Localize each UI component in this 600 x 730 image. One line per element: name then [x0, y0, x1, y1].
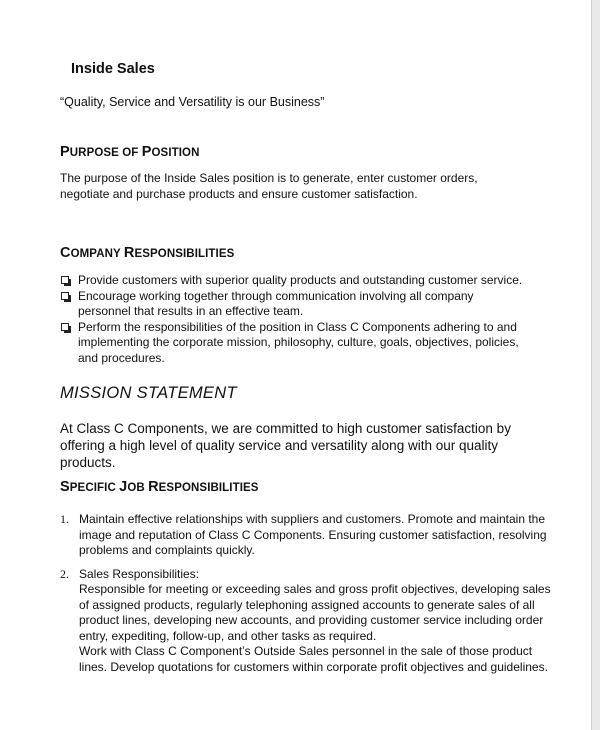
- specific-responsibilities-list: [60, 512, 554, 683]
- list-item-number: 1.: [60, 512, 69, 526]
- mission-text: At Class C Components, we are committed to high customer satisfaction by offering a high level of quality service and versatility along with our quality products.: [60, 421, 511, 470]
- list-item: [60, 320, 528, 367]
- list-item: [60, 512, 554, 559]
- specific-heading-rest-1: PECIFIC: [69, 482, 120, 494]
- document-title: Inside Sales: [71, 61, 155, 77]
- list-item-subheading: Sales Responsibilities:: [79, 566, 200, 581]
- specific-heading-cap-2: J: [119, 479, 128, 495]
- list-item-text: Encourage working together through communication involving all company personnel that results in an effective team.: [78, 288, 474, 318]
- page-edge-divider: [591, 0, 600, 730]
- specific-heading-cap-3: R: [148, 479, 159, 495]
- company-heading-cap-1: C: [60, 245, 71, 261]
- list-item-number: 2.: [60, 566, 69, 581]
- list-item-text: Maintain effective relationships with suppliers and customers. Promote and maintain the image and reputation of Class C Components. Ensuring customer satisfaction, resolving problems and complaints quickly.: [79, 512, 547, 557]
- checkbox-bullet-icon: [61, 323, 69, 331]
- company-heading-rest-2: ESPONSIBILITIES: [134, 248, 235, 260]
- purpose-heading: [60, 144, 199, 160]
- company-responsibilities-heading: [60, 245, 234, 261]
- specific-responsibilities-heading: [60, 479, 259, 495]
- list-item-text: Provide customers with superior quality products and outstanding customer service.: [78, 273, 523, 287]
- list-item: [60, 289, 528, 320]
- purpose-heading-rest-1: URPOSE OF: [69, 147, 142, 159]
- list-item: [60, 567, 554, 676]
- checkbox-bullet-icon: [61, 292, 69, 300]
- list-item: [60, 273, 528, 289]
- checkbox-bullet-icon: [61, 276, 69, 284]
- list-item-text: Responsible for meeting or exceeding sales and gross profit objectives, developing sales of assigned products, regularly telephoning assigned accounts to generate sales of all product lines, developing new accounts, and providing customer service including order entry, expediting, follow-up, and other tasks as required.: [79, 582, 551, 643]
- specific-heading-rest-3: ESPONSIBILITIES: [158, 482, 259, 494]
- company-motto: “Quality, Service and Versatility is our Business”: [60, 95, 325, 109]
- specific-heading-cap-1: S: [60, 479, 70, 495]
- purpose-heading-cap-1: P: [60, 144, 70, 160]
- purpose-text: The purpose of the Inside Sales position is to generate, enter customer orders, negotiate and purchase products and ensure customer satisfaction.: [60, 171, 478, 201]
- list-item-text: Perform the responsibilities of the position in Class C Components adhering to and implementing the corporate mission, philosophy, culture, goals, objectives, policies, and procedures.: [78, 319, 519, 365]
- company-heading-rest-1: OMPANY: [70, 248, 124, 260]
- mission-heading: MISSION STATEMENT: [60, 384, 237, 402]
- specific-heading-rest-2: OB: [127, 482, 149, 494]
- purpose-heading-rest-2: OSITION: [151, 147, 200, 159]
- list-item-text: Work with Class C Component’s Outside Sales personnel in the sale of those product lines. Develop quotations for customers within corporate profit objectives and guidelines.: [79, 644, 548, 674]
- purpose-heading-cap-2: P: [141, 144, 152, 160]
- company-heading-cap-2: R: [123, 245, 135, 261]
- company-responsibilities-list: [60, 273, 528, 366]
